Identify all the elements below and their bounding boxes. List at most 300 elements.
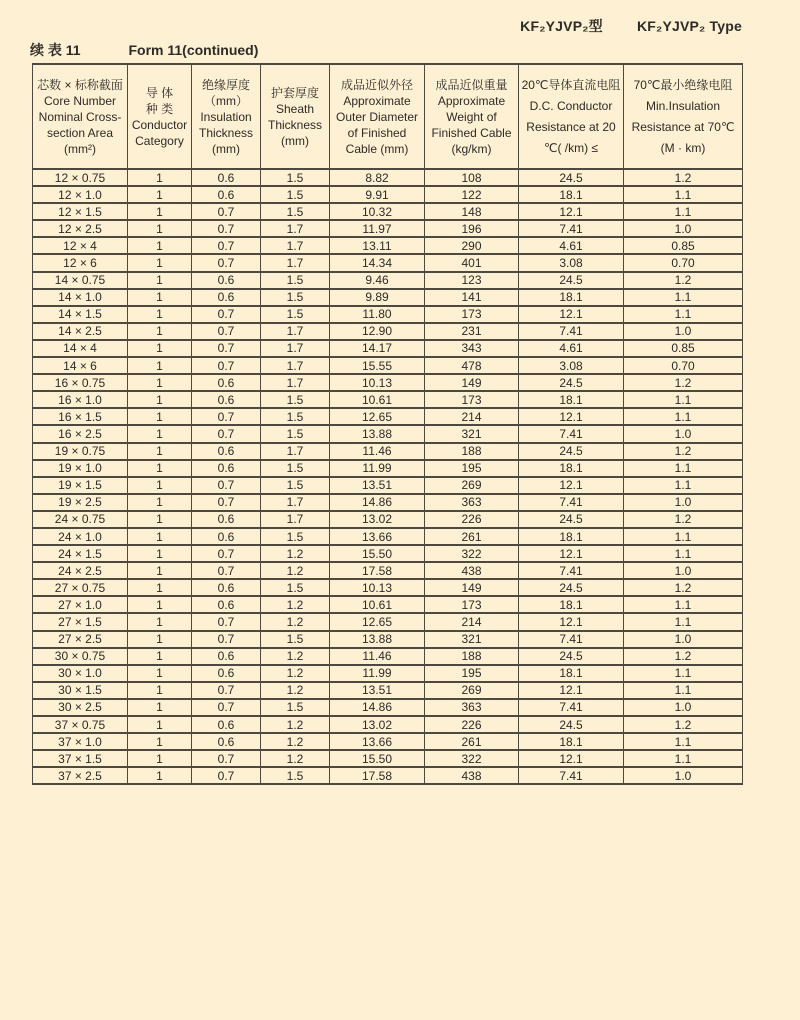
- table-cell: 1: [128, 545, 192, 562]
- table-cell: 226: [425, 511, 519, 528]
- table-row: [33, 169, 743, 186]
- table-row: [33, 767, 743, 784]
- column-header: 20℃导体直流电阻 D.C. Conductor Resistance at 20 ℃( /km) ≤: [519, 64, 624, 169]
- table-cell: 12.1: [519, 682, 624, 699]
- table-cell: 321: [425, 425, 519, 442]
- table-cell: 16 × 0.75: [33, 374, 128, 391]
- table-cell: 1: [128, 306, 192, 323]
- table-cell: 15.55: [330, 357, 425, 374]
- table-cell: 1.7: [261, 340, 330, 357]
- table-cell: 226: [425, 716, 519, 733]
- table-cell: 0.7: [192, 237, 261, 254]
- table-cell: 11.80: [330, 306, 425, 323]
- table-cell: 1.0: [624, 631, 743, 648]
- table-cell: 214: [425, 408, 519, 425]
- table-cell: 17.58: [330, 767, 425, 784]
- table-cell: 0.6: [192, 186, 261, 203]
- table-cell: 12.1: [519, 545, 624, 562]
- table-cell: 322: [425, 545, 519, 562]
- table-cell: 0.6: [192, 528, 261, 545]
- table-cell: 188: [425, 443, 519, 460]
- table-caption: [30, 40, 258, 60]
- table-cell: 1.1: [624, 477, 743, 494]
- table-cell: 7.41: [519, 699, 624, 716]
- table-cell: 363: [425, 494, 519, 511]
- table-cell: 1.7: [261, 443, 330, 460]
- table-cell: 0.7: [192, 477, 261, 494]
- table-cell: 9.46: [330, 272, 425, 289]
- table-cell: 1.2: [624, 272, 743, 289]
- table-cell: 1.0: [624, 323, 743, 340]
- table-cell: 1: [128, 477, 192, 494]
- table-cell: 0.70: [624, 357, 743, 374]
- table-cell: 122: [425, 186, 519, 203]
- table-cell: 0.6: [192, 665, 261, 682]
- table-cell: 24.5: [519, 648, 624, 665]
- table-cell: 8.82: [330, 169, 425, 186]
- table-row: [33, 716, 743, 733]
- table-cell: 0.85: [624, 237, 743, 254]
- table-cell: 1.5: [261, 631, 330, 648]
- table-cell: 18.1: [519, 528, 624, 545]
- table-cell: 321: [425, 631, 519, 648]
- table-cell: 1.0: [624, 220, 743, 237]
- table-cell: 1.2: [261, 562, 330, 579]
- table-cell: 13.11: [330, 237, 425, 254]
- table-cell: 1: [128, 186, 192, 203]
- table-cell: 269: [425, 682, 519, 699]
- table-cell: 12.90: [330, 323, 425, 340]
- table-cell: 1.1: [624, 391, 743, 408]
- table-cell: 24.5: [519, 272, 624, 289]
- table-cell: 14.17: [330, 340, 425, 357]
- table-cell: 11.97: [330, 220, 425, 237]
- table-cell: 18.1: [519, 289, 624, 306]
- column-header: 护套厚度 Sheath Thickness (mm): [261, 64, 330, 169]
- table-row: [33, 460, 743, 477]
- cable-type-cn: KF₂YJVP₂型: [520, 18, 603, 34]
- table-cell: 1.5: [261, 272, 330, 289]
- table-cell: 0.6: [192, 733, 261, 750]
- table-row: [33, 289, 743, 306]
- table-cell: 1.2: [261, 716, 330, 733]
- table-cell: 0.6: [192, 511, 261, 528]
- table-cell: 1.7: [261, 254, 330, 271]
- table-row: [33, 733, 743, 750]
- table-row: [33, 220, 743, 237]
- table-cell: 188: [425, 648, 519, 665]
- table-cell: 0.6: [192, 579, 261, 596]
- cable-type-title: [520, 16, 742, 36]
- table-caption-en: Form 11(continued): [128, 42, 259, 58]
- table-cell: 1: [128, 391, 192, 408]
- table-cell: 24.5: [519, 169, 624, 186]
- table-cell: 1.5: [261, 767, 330, 784]
- table-cell: 1.1: [624, 733, 743, 750]
- table-cell: 0.7: [192, 494, 261, 511]
- table-cell: 11.99: [330, 460, 425, 477]
- table-cell: 13.51: [330, 682, 425, 699]
- table-cell: 1.0: [624, 494, 743, 511]
- table-cell: 0.6: [192, 596, 261, 613]
- table-cell: 1.1: [624, 682, 743, 699]
- table-cell: 12.1: [519, 408, 624, 425]
- table-cell: 363: [425, 699, 519, 716]
- table-cell: 10.13: [330, 374, 425, 391]
- table-cell: 1.5: [261, 579, 330, 596]
- table-row: [33, 306, 743, 323]
- table-cell: 7.41: [519, 631, 624, 648]
- table-cell: 1.5: [261, 460, 330, 477]
- table-cell: 1.7: [261, 357, 330, 374]
- column-header: 成品近似重量 Approximate Weight of Finished Cable (kg/km): [425, 64, 519, 169]
- table-cell: 1.1: [624, 186, 743, 203]
- table-cell: 12 × 4: [33, 237, 128, 254]
- table-cell: 1: [128, 613, 192, 630]
- table-cell: 24 × 1.5: [33, 545, 128, 562]
- table-row: [33, 494, 743, 511]
- table-cell: 1.5: [261, 699, 330, 716]
- table-cell: 0.6: [192, 391, 261, 408]
- table-cell: 1.5: [261, 203, 330, 220]
- table-cell: 1: [128, 408, 192, 425]
- table-cell: 16 × 1.5: [33, 408, 128, 425]
- table-cell: 1.2: [624, 579, 743, 596]
- table-cell: 12.1: [519, 750, 624, 767]
- table-cell: 17.58: [330, 562, 425, 579]
- table-cell: 7.41: [519, 425, 624, 442]
- table-cell: 30 × 1.0: [33, 665, 128, 682]
- table-cell: 173: [425, 391, 519, 408]
- column-header: 芯数 × 标称截面 Core Number Nominal Cross- section Area (mm²): [33, 64, 128, 169]
- table-caption-cn: 续 表 11: [30, 42, 81, 58]
- table-cell: 30 × 2.5: [33, 699, 128, 716]
- table-cell: 1: [128, 631, 192, 648]
- table-cell: 1: [128, 443, 192, 460]
- table-cell: 1.7: [261, 511, 330, 528]
- table-cell: 13.02: [330, 716, 425, 733]
- table-cell: 1: [128, 716, 192, 733]
- table-cell: 1: [128, 340, 192, 357]
- table-row: [33, 477, 743, 494]
- table-cell: 24.5: [519, 511, 624, 528]
- table-cell: 1.5: [261, 528, 330, 545]
- table-cell: 27 × 2.5: [33, 631, 128, 648]
- table-cell: 1.7: [261, 323, 330, 340]
- table-cell: 1.1: [624, 750, 743, 767]
- table-cell: 0.7: [192, 220, 261, 237]
- table-cell: 14 × 1.0: [33, 289, 128, 306]
- table-cell: 12.1: [519, 203, 624, 220]
- table-cell: 14 × 6: [33, 357, 128, 374]
- table-cell: 9.91: [330, 186, 425, 203]
- table-row: [33, 443, 743, 460]
- table-cell: 18.1: [519, 665, 624, 682]
- table-cell: 322: [425, 750, 519, 767]
- table-cell: 0.6: [192, 648, 261, 665]
- table-cell: 478: [425, 357, 519, 374]
- table-cell: 1.5: [261, 477, 330, 494]
- table-cell: 0.7: [192, 203, 261, 220]
- table-cell: 0.7: [192, 323, 261, 340]
- table-cell: 4.61: [519, 340, 624, 357]
- table-cell: 14 × 1.5: [33, 306, 128, 323]
- table-cell: 7.41: [519, 767, 624, 784]
- table-cell: 27 × 1.5: [33, 613, 128, 630]
- table-cell: 27 × 0.75: [33, 579, 128, 596]
- table-cell: 12 × 2.5: [33, 220, 128, 237]
- table-cell: 1.1: [624, 408, 743, 425]
- table-cell: 37 × 1.5: [33, 750, 128, 767]
- table-cell: 1: [128, 511, 192, 528]
- table-cell: 14 × 0.75: [33, 272, 128, 289]
- table-cell: 0.7: [192, 613, 261, 630]
- table-cell: 3.08: [519, 254, 624, 271]
- table-cell: 12 × 1.0: [33, 186, 128, 203]
- table-row: [33, 391, 743, 408]
- table-header-row: [33, 64, 743, 169]
- table-cell: 1: [128, 767, 192, 784]
- table-cell: 108: [425, 169, 519, 186]
- table-cell: 1.0: [624, 425, 743, 442]
- table-cell: 1.5: [261, 289, 330, 306]
- table-cell: 37 × 1.0: [33, 733, 128, 750]
- table-cell: 0.7: [192, 340, 261, 357]
- table-row: [33, 511, 743, 528]
- table-row: [33, 682, 743, 699]
- table-cell: 13.66: [330, 733, 425, 750]
- table-row: [33, 613, 743, 630]
- table-cell: 13.66: [330, 528, 425, 545]
- table-cell: 1: [128, 203, 192, 220]
- table-cell: 1: [128, 323, 192, 340]
- table-row: [33, 528, 743, 545]
- table-row: [33, 237, 743, 254]
- table-cell: 1.1: [624, 203, 743, 220]
- table-cell: 1.2: [261, 750, 330, 767]
- table-row: [33, 545, 743, 562]
- table-cell: 19 × 1.5: [33, 477, 128, 494]
- table-row: [33, 699, 743, 716]
- table-cell: 1: [128, 682, 192, 699]
- table-body: [33, 169, 743, 784]
- table-cell: 401: [425, 254, 519, 271]
- table-cell: 195: [425, 460, 519, 477]
- table-cell: 1.5: [261, 391, 330, 408]
- table-cell: 0.70: [624, 254, 743, 271]
- table-row: [33, 648, 743, 665]
- table-cell: 7.41: [519, 220, 624, 237]
- table-cell: 30 × 0.75: [33, 648, 128, 665]
- table-cell: 12.1: [519, 306, 624, 323]
- table-cell: 1.1: [624, 665, 743, 682]
- table-cell: 1.7: [261, 374, 330, 391]
- table-cell: 37 × 0.75: [33, 716, 128, 733]
- table-cell: 18.1: [519, 596, 624, 613]
- table-cell: 14.86: [330, 699, 425, 716]
- table-cell: 10.13: [330, 579, 425, 596]
- table-row: [33, 425, 743, 442]
- table-cell: 1.2: [624, 374, 743, 391]
- table-cell: 14 × 2.5: [33, 323, 128, 340]
- table-cell: 0.7: [192, 699, 261, 716]
- table-cell: 1: [128, 289, 192, 306]
- table-cell: 1.2: [261, 613, 330, 630]
- table-row: [33, 596, 743, 613]
- table-cell: 10.61: [330, 391, 425, 408]
- table-cell: 18.1: [519, 733, 624, 750]
- table-cell: 1.5: [261, 186, 330, 203]
- table-cell: 11.46: [330, 443, 425, 460]
- table-cell: 1: [128, 579, 192, 596]
- table-cell: 1: [128, 374, 192, 391]
- table-cell: 12.65: [330, 613, 425, 630]
- table-cell: 30 × 1.5: [33, 682, 128, 699]
- table-cell: 27 × 1.0: [33, 596, 128, 613]
- table-row: [33, 408, 743, 425]
- table-cell: 1: [128, 425, 192, 442]
- table-cell: 1: [128, 665, 192, 682]
- table-cell: 24.5: [519, 374, 624, 391]
- table-cell: 196: [425, 220, 519, 237]
- table-cell: 14.34: [330, 254, 425, 271]
- table-cell: 12 × 6: [33, 254, 128, 271]
- table-cell: 1.1: [624, 613, 743, 630]
- table-cell: 1.5: [261, 169, 330, 186]
- table-cell: 19 × 0.75: [33, 443, 128, 460]
- table-cell: 1: [128, 750, 192, 767]
- table-cell: 7.41: [519, 494, 624, 511]
- table-cell: 13.88: [330, 425, 425, 442]
- table-row: [33, 323, 743, 340]
- table-cell: 1: [128, 648, 192, 665]
- table-cell: 13.51: [330, 477, 425, 494]
- column-header: 导 体 种 类 Conductor Category: [128, 64, 192, 169]
- table-cell: 195: [425, 665, 519, 682]
- table-cell: 1.7: [261, 494, 330, 511]
- table-cell: 0.6: [192, 272, 261, 289]
- table-cell: 24.5: [519, 579, 624, 596]
- table-cell: 173: [425, 306, 519, 323]
- table-cell: 1.2: [624, 511, 743, 528]
- table-cell: 438: [425, 767, 519, 784]
- table-cell: 0.7: [192, 357, 261, 374]
- table-cell: 12.1: [519, 477, 624, 494]
- table-row: [33, 272, 743, 289]
- table-cell: 438: [425, 562, 519, 579]
- table-cell: 1: [128, 733, 192, 750]
- table-cell: 214: [425, 613, 519, 630]
- table-cell: 0.7: [192, 306, 261, 323]
- table-cell: 0.7: [192, 425, 261, 442]
- table-cell: 16 × 2.5: [33, 425, 128, 442]
- table-cell: 149: [425, 374, 519, 391]
- table-cell: 1.1: [624, 528, 743, 545]
- table-row: [33, 254, 743, 271]
- table-cell: 1.1: [624, 306, 743, 323]
- table-cell: 1.2: [261, 682, 330, 699]
- cable-spec-table: [32, 63, 743, 785]
- table-cell: 12 × 1.5: [33, 203, 128, 220]
- table-cell: 343: [425, 340, 519, 357]
- table-cell: 269: [425, 477, 519, 494]
- table-cell: 24.5: [519, 443, 624, 460]
- table-cell: 18.1: [519, 460, 624, 477]
- table-cell: 1: [128, 220, 192, 237]
- table-cell: 1.0: [624, 699, 743, 716]
- table-cell: 1: [128, 254, 192, 271]
- table-cell: 19 × 2.5: [33, 494, 128, 511]
- table-cell: 15.50: [330, 545, 425, 562]
- table-cell: 1.2: [624, 443, 743, 460]
- table-cell: 1.5: [261, 306, 330, 323]
- table-cell: 173: [425, 596, 519, 613]
- table-cell: 1.0: [624, 767, 743, 784]
- table-row: [33, 750, 743, 767]
- column-header: 70℃最小绝缘电阻 Min.Insulation Resistance at 70℃ (M · km): [624, 64, 743, 169]
- table-cell: 290: [425, 237, 519, 254]
- table-cell: 14.86: [330, 494, 425, 511]
- cable-type-en: KF₂YJVP₂ Type: [636, 18, 742, 34]
- table-row: [33, 374, 743, 391]
- table-row: [33, 357, 743, 374]
- table-cell: 11.46: [330, 648, 425, 665]
- table-cell: 0.85: [624, 340, 743, 357]
- table-cell: 1: [128, 460, 192, 477]
- table-cell: 37 × 2.5: [33, 767, 128, 784]
- table-cell: 24.5: [519, 716, 624, 733]
- table-cell: 10.32: [330, 203, 425, 220]
- table-row: [33, 340, 743, 357]
- table-cell: 0.7: [192, 682, 261, 699]
- table-cell: 1.2: [261, 545, 330, 562]
- table-cell: 0.6: [192, 289, 261, 306]
- table-cell: 1.2: [261, 665, 330, 682]
- table-cell: 16 × 1.0: [33, 391, 128, 408]
- table-cell: 1.2: [261, 733, 330, 750]
- table-cell: 0.7: [192, 408, 261, 425]
- table-cell: 14 × 4: [33, 340, 128, 357]
- table-cell: 1.2: [624, 716, 743, 733]
- table-cell: 123: [425, 272, 519, 289]
- table-cell: 0.6: [192, 374, 261, 391]
- table-row: [33, 665, 743, 682]
- table-cell: 1.0: [624, 562, 743, 579]
- column-header: 成品近似外径 Approximate Outer Diameter of Finished Cable (mm): [330, 64, 425, 169]
- table-cell: 231: [425, 323, 519, 340]
- table-cell: 0.7: [192, 545, 261, 562]
- table-cell: 1.1: [624, 289, 743, 306]
- table-cell: 149: [425, 579, 519, 596]
- table-cell: 1.7: [261, 220, 330, 237]
- table-cell: 0.7: [192, 631, 261, 648]
- table-cell: 24 × 2.5: [33, 562, 128, 579]
- table-cell: 0.6: [192, 443, 261, 460]
- table-cell: 1: [128, 699, 192, 716]
- table-cell: 7.41: [519, 323, 624, 340]
- table-cell: 12 × 0.75: [33, 169, 128, 186]
- table-cell: 1.1: [624, 545, 743, 562]
- table-cell: 18.1: [519, 391, 624, 408]
- table-cell: 1: [128, 562, 192, 579]
- table-cell: 1.7: [261, 237, 330, 254]
- table-cell: 1.5: [261, 425, 330, 442]
- table-cell: 1: [128, 169, 192, 186]
- table-cell: 1: [128, 237, 192, 254]
- table-cell: 24 × 0.75: [33, 511, 128, 528]
- table-cell: 261: [425, 733, 519, 750]
- table-cell: 141: [425, 289, 519, 306]
